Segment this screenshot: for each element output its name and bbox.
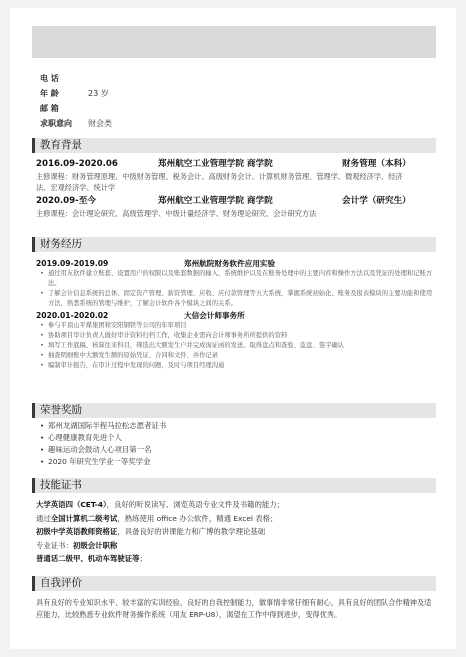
- list-item: • 编制审计报告，在审计过程中发现的问题，及时与项目经理沟通: [40, 362, 225, 369]
- education-dates: 2016.09-2020.06: [36, 159, 118, 169]
- honors-section: [36, 420, 436, 468]
- certs-heading: 技能证书: [32, 478, 436, 493]
- list-item: • 通过用友软件建立账套、设置用户的权限以及账套数据的输入、系统维护以及在账务处理中的主要内容和操作方法以及凭证的处理和记账方法。: [40, 270, 433, 287]
- job-title-2: [36, 310, 436, 321]
- job-company: 郑州航院财务软件应用实验: [184, 259, 276, 268]
- resume-page: [10, 8, 456, 649]
- education-section: [36, 158, 436, 219]
- education-courses-cont: 法、宏观经济学、统计学: [36, 183, 116, 192]
- cert-line-4: 专业证书：初级会计职称: [36, 540, 118, 550]
- personal-info: [40, 71, 112, 131]
- certs-section: [36, 498, 436, 566]
- age-label: 年 龄: [40, 89, 59, 98]
- education-school: 郑州航空工业管理学院 商学院: [158, 159, 273, 169]
- list-item: • 参与平顶山平煤集团和安阳钢铁等公司的年审项目: [40, 322, 187, 329]
- list-item: • 心理健康教育先进个人: [39, 433, 122, 442]
- intent-label: 求职意向: [40, 119, 72, 128]
- intent-value: 财会类: [88, 119, 112, 128]
- education-major: 财务管理（本科）: [342, 159, 411, 169]
- list-item: • 抽查明细账中大额发生额的原始凭证、合同和文件、并作记录: [40, 352, 219, 359]
- work-heading: 财务经历: [32, 237, 436, 252]
- education-school: 郑州航空工业管理学院 商学院: [158, 196, 273, 206]
- job-company: 大信会计师事务所: [184, 311, 245, 320]
- honors-heading: 荣誉奖励: [32, 403, 436, 418]
- list-item: • 填写工作底稿、核算往来科目，筛选出大额发生户并完成询证函的发送、取得盘点和查验、监盘、签字确认: [40, 342, 344, 349]
- list-item: • 趣味运动会鼓动人心项目第一名: [39, 445, 152, 454]
- job-title-1: [36, 258, 436, 269]
- self-section: [36, 597, 436, 621]
- cert-line-1: 大学英语四（CET-4），良好的听说读写、浏览英语专业文件及书籍的能力；: [36, 500, 285, 509]
- education-heading: 教育背景: [32, 138, 436, 153]
- email-label: 邮 箱: [40, 104, 59, 113]
- phone-label: 电 话: [40, 74, 59, 83]
- education-entry-2: [36, 195, 436, 208]
- cert-line-5: 普通话二级甲、机动车驾驶证等；: [36, 554, 147, 563]
- list-item: • 协助项目审计负责人做好审计资料归档工作，收集企业需向会计师事务所所提供的资料: [40, 332, 288, 339]
- education-major: 会计学（研究生）: [342, 196, 411, 206]
- age-value: 23 岁: [88, 89, 109, 98]
- education-courses: 主修课程：财务管理原理、中级财务管理、税务会计、高级财务会计、计算机财务管理、管理学、微观经济学、经济: [36, 172, 403, 181]
- list-item: • 郑州龙湖国际半程马拉松志愿者证书: [39, 421, 167, 430]
- list-item: • 了解会计信息系统的总体、固定资产管理、薪资管理、应收、应付款管理等五大系统，掌握系统初始化、账务及报表模块的主要功能和使用方法，熟悉系统的管理与维护，了解会计软件各个模块之间的关系。: [40, 290, 433, 307]
- job-dates: 2019.09-2019.09: [36, 259, 109, 268]
- self-evaluation-text: 具有良好的专业知识水平、较丰富的实训经验、良好的自我控制能力，做事情非常仔细有耐心，具有良好的团队合作精神及适应能力，比较熟悉专业软件财务操作系统（用友 ERP-U8），渴望在工作中得到进步，变得优秀。: [36, 598, 432, 619]
- list-item: • 2020 年研究生学业一等奖学金: [39, 457, 151, 466]
- header-banner: [32, 26, 436, 58]
- education-courses: 主修课程：会计理论研究、高级管理学、中级计量经济学、财务理论研究、会计研究方法: [36, 209, 317, 218]
- self-heading: 自我评价: [32, 576, 436, 591]
- job-dates: 2020.01-2020.02: [36, 311, 109, 320]
- education-dates: 2020.09-至今: [36, 196, 96, 206]
- education-entry-1: [36, 158, 436, 171]
- work-section: [36, 258, 436, 371]
- cert-line-2: 通过全国计算机二级考试，熟练使用 office 办公软件，精通 Excel 表格；: [36, 513, 278, 523]
- cert-line-3: 初级中学英语教师资格证，具备良好的讲课能力和广博的教学理论基础: [36, 527, 266, 536]
